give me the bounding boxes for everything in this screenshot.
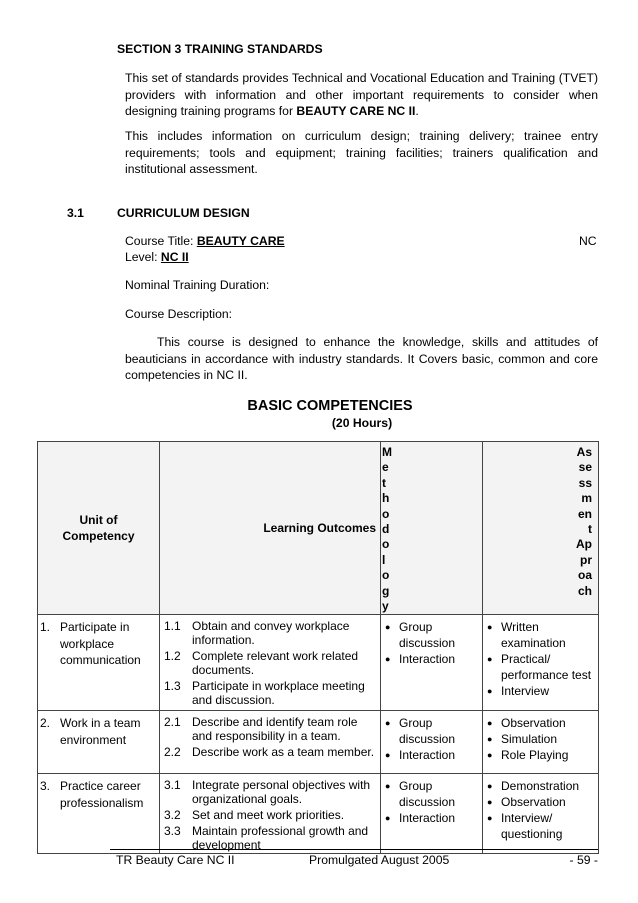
outcome-number: 1.1 [164,619,181,634]
course-title-value: BEAUTY CARE [196,234,285,248]
methodology-item: Interaction [399,811,456,826]
assessment-fragment: As [576,445,592,459]
bullet-icon: ● [385,654,391,665]
bullet-icon: ● [385,718,391,729]
info-paragraph: This includes information on curriculum design; training delivery; trainee entry requirements; tools and equipment; training facilities; trainers qualification and institutional assessment. [125,129,598,176]
intro-end: . [415,104,419,118]
methodology-cell [381,774,483,854]
unit-cell [38,774,160,854]
table-row [38,711,599,774]
methodology-item: Interaction [399,748,456,763]
methodology-letter: o [382,506,390,521]
bullet-icon: ● [487,718,493,729]
methodology-letter: o [382,537,390,552]
unit-title: Participate in workplace communication [60,620,141,668]
assessment-fragment: oa [577,568,592,583]
level-label: Level: [125,250,158,264]
unit-cell [38,615,160,711]
bullet-icon: ● [487,654,493,665]
outcomes-cell [160,774,381,854]
nc-label: NC [579,234,597,248]
assessment-vertical [483,445,592,599]
bullet-icon: ● [487,781,493,792]
methodology-item: Interaction [399,652,456,667]
assessment-fragment: ch [577,583,592,598]
intro-text: This set of standards provides Technical and Vocational Education and Training (TVET) providers with information and other important requirements to consider when designing training programs for [125,71,598,118]
outcome-text: Describe work as a team member. [192,745,375,760]
assessment-item: Demonstration [501,779,580,794]
level-value: NC II [160,250,189,264]
outcome-text: Participate in workplace meeting and discussion. [192,679,365,708]
footer-divider [110,849,598,850]
header-unit-text: Unit of Competency [62,513,135,544]
outcomes-cell [160,615,381,711]
methodology-item: Group discussion [399,716,456,747]
outcome-number: 1.2 [164,649,181,664]
assessment-item: Written examination [501,620,566,651]
bullet-icon: ● [385,750,391,761]
assessment-fragment: ss [578,475,592,490]
bullet-icon: ● [487,734,493,745]
outcome-number: 2.1 [164,715,181,730]
bullet-icon: ● [385,813,391,824]
outcome-number: 3.2 [164,808,181,823]
outcome-text: Maintain professional growth and development [192,824,369,853]
outcome-text: Integrate personal objectives with organizational goals. [192,778,371,807]
table-header-row [38,442,599,615]
assessment-item: Observation [501,716,566,731]
footer-center: Promulgated August 2005 [309,853,450,867]
outcome-number: 3.1 [164,778,181,793]
unit-title: Practice career professionalism [60,779,144,810]
outcome-text: Set and meet work priorities. [192,808,345,823]
outcome-number: 1.3 [164,679,181,694]
bullet-icon: ● [487,622,493,633]
bullet-icon: ● [487,750,493,761]
methodology-letter: M [382,445,392,459]
assessment-fragment: pr [580,552,592,567]
header-methodology [381,442,483,615]
methodology-letter: l [382,552,386,567]
assessment-item: Interview/ questioning [501,811,563,842]
outcome-text: Complete relevant work related documents. [192,649,359,678]
assessment-fragment: t [588,522,592,537]
methodology-letter: o [382,568,390,583]
outcomes-cell [160,711,381,774]
assessment-cell [483,711,599,774]
footer-page-number: - 59 - [569,853,598,867]
assessment-cell [483,615,599,711]
duration-label: Nominal Training Duration: [125,278,270,292]
bullet-icon: ● [385,622,391,633]
methodology-vertical [381,445,482,614]
footer-left: TR Beauty Care NC II [116,853,235,867]
table-row [38,774,599,854]
assessment-item: Simulation [501,732,558,747]
methodology-item: Group discussion [399,779,456,810]
assessment-fragment: Ap [576,537,592,552]
assessment-fragment: se [578,460,592,475]
table-row [38,615,599,711]
bullet-icon: ● [385,781,391,792]
methodology-cell [381,711,483,774]
outcome-text: Describe and identify team role and responsibility in a team. [192,715,358,744]
outcome-number: 2.2 [164,745,181,760]
header-outcomes: Learning Outcomes [160,442,381,615]
assessment-item: Observation [501,795,566,810]
assessment-item: Role Playing [501,748,569,763]
methodology-letter: e [382,460,389,475]
outcome-text: Obtain and convey workplace information. [192,619,350,648]
level-line [125,250,189,264]
methodology-letter: y [382,599,389,614]
unit-title: Work in a team environment [60,716,141,747]
unit-cell [38,711,160,774]
assessment-fragment: en [577,506,592,521]
course-title-line [125,234,285,248]
basic-hours: (20 Hours) [331,416,393,430]
methodology-letter: h [382,491,390,506]
header-assessment [483,442,599,615]
assessment-fragment: m [581,491,592,506]
course-description: This course is designed to enhance the knowledge, skills and attitudes of beauticians in accordance with industry standards. It Covers basic, common and core competencies in NC II. [125,335,598,382]
competency-table [37,441,599,854]
intro-paragraph [125,70,598,120]
intro-program-name: BEAUTY CARE NC II [296,104,416,118]
methodology-letter: d [382,522,390,537]
methodology-letter: g [382,583,390,598]
section-title: SECTION 3 TRAINING STANDARDS [117,42,323,56]
outcome-number: 3.3 [164,824,181,839]
assessment-cell [483,774,599,854]
unit-number: 3. [40,779,51,794]
unit-number: 1. [40,620,51,635]
methodology-letter: t [382,475,386,490]
header-unit [38,442,160,615]
description-label: Course Description: [125,307,233,321]
basic-competencies-title: BASIC COMPETENCIES [247,398,413,414]
bullet-icon: ● [487,813,493,824]
bullet-icon: ● [487,686,493,697]
methodology-item: Group discussion [399,620,456,651]
unit-number: 2. [40,716,51,731]
bullet-icon: ● [487,797,493,808]
curriculum-title: CURRICULUM DESIGN [117,206,250,220]
assessment-item: Practical/ performance test [501,652,592,683]
curriculum-number: 3.1 [67,206,84,220]
course-title-label: Course Title: [125,234,194,248]
methodology-cell [381,615,483,711]
assessment-item: Interview [501,684,550,699]
